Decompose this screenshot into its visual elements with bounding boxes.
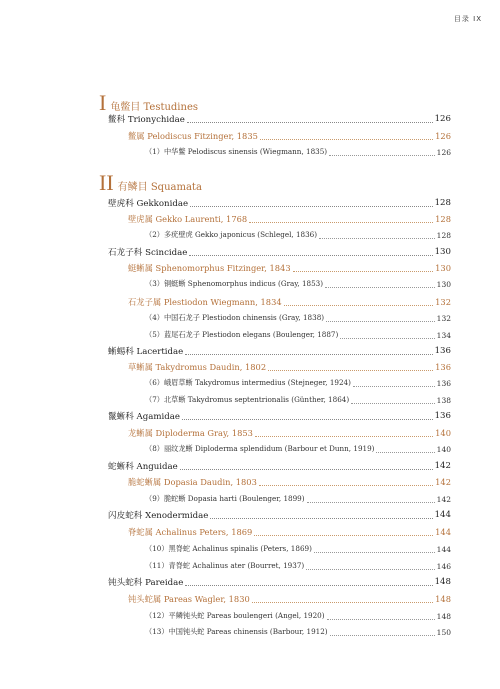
toc-entry-page: 132 xyxy=(435,297,451,307)
dot-leader xyxy=(314,552,435,553)
dot-leader xyxy=(189,255,432,256)
toc-entry-page: 136 xyxy=(435,362,451,372)
dot-leader xyxy=(259,485,433,486)
toc-entry-page: 150 xyxy=(436,627,451,637)
dot-leader xyxy=(376,452,434,453)
toc-entry-level2[interactable] xyxy=(128,129,451,143)
toc-entry-title: （11）青脊蛇 Achalinus ater (Bourret, 1937) xyxy=(145,561,305,570)
toc-entry-title: 蜥蜴科 Lacertidae xyxy=(108,347,184,357)
toc-entry-title: （4）中国石龙子 Plestiodon chinensis (Gray, 1838) xyxy=(145,313,325,322)
dot-leader xyxy=(319,238,435,239)
toc-entry-level3[interactable] xyxy=(145,442,451,456)
toc-entry-title: （6）峨眉草蜥 Takydromus intermedius (Stejneger, 1924) xyxy=(145,378,351,387)
dot-leader xyxy=(252,602,433,603)
toc-entry-level3[interactable] xyxy=(145,311,451,325)
dot-leader xyxy=(340,338,434,339)
toc-entry-page: 128 xyxy=(434,198,451,208)
section-title: 龟鳖目 Testudines xyxy=(110,102,198,113)
toc-entry-level3[interactable] xyxy=(145,328,451,342)
toc-entry-title: （12）平鳞钝头蛇 Pareas boulengeri (Angel, 1920) xyxy=(145,611,325,620)
dot-leader xyxy=(260,139,433,140)
dot-leader xyxy=(255,436,433,437)
dot-leader xyxy=(182,419,433,420)
dot-leader xyxy=(190,206,433,207)
toc-entry-page: 128 xyxy=(436,230,451,240)
toc-entry-title: （9）脆蛇蜥 Dopasia harti (Boulenger, 1899) xyxy=(145,494,305,503)
toc-entry-title: （5）蓝尾石龙子 Plestiodon elegans (Boulenger, 1887) xyxy=(145,330,339,339)
toc-entry-level3[interactable] xyxy=(145,393,451,407)
toc-entry-title: 鳖属 Pelodiscus Fitzinger, 1835 xyxy=(128,131,258,141)
toc-entry-title: 鳖科 Trionychidae xyxy=(108,115,185,125)
toc-entry-level2[interactable] xyxy=(128,261,451,275)
toc-entry-page: 144 xyxy=(436,544,451,554)
dot-leader xyxy=(327,619,435,620)
toc-entry-title: 草蜥属 Takydromus Daudin, 1802 xyxy=(128,362,267,372)
toc-entry-page: 148 xyxy=(436,611,451,621)
dot-leader xyxy=(254,535,433,536)
toc-entry-level3[interactable] xyxy=(145,277,451,291)
dot-leader xyxy=(351,403,435,404)
page-header: 目录 IX xyxy=(453,15,482,23)
toc-entry-title: （3）铜蜓蜥 Sphenomorphus indicus (Gray, 1853) xyxy=(145,279,324,288)
dot-leader xyxy=(306,569,434,570)
toc-entry-level2[interactable] xyxy=(128,360,451,374)
toc-entry-page: 126 xyxy=(436,147,451,157)
toc-entry-level1[interactable] xyxy=(108,112,451,126)
toc-entry-page: 132 xyxy=(436,313,451,323)
dot-leader xyxy=(326,321,435,322)
toc-entry-level1[interactable] xyxy=(108,459,451,473)
toc-entry-page: 138 xyxy=(436,395,451,405)
toc-entry-title: （2）多疣壁虎 Gekko japonicus (Schlegel, 1836) xyxy=(145,230,318,239)
toc-entry-page: 134 xyxy=(436,330,451,340)
toc-entry-level1[interactable] xyxy=(108,409,451,423)
toc-entry-title: 闪皮蛇科 Xenodermidae xyxy=(108,511,209,521)
dot-leader xyxy=(353,386,435,387)
dot-leader xyxy=(210,518,432,519)
toc-entry-page: 142 xyxy=(434,461,451,471)
toc-entry-level1[interactable] xyxy=(108,196,451,210)
toc-entry-level3[interactable] xyxy=(145,228,451,242)
toc-entry-level2[interactable] xyxy=(128,426,451,440)
toc-entry-title: （13）中国钝头蛇 Pareas chinensis (Barbour, 1912) xyxy=(145,627,328,636)
toc-entry-level2[interactable] xyxy=(128,295,451,309)
toc-entry-title: 壁虎属 Gekko Laurenti, 1768 xyxy=(128,214,248,224)
toc-entry-level1[interactable] xyxy=(108,508,451,522)
toc-entry-page: 130 xyxy=(435,263,451,273)
toc-entry-title: 石龙子科 Scincidae xyxy=(108,248,188,258)
toc-entry-level3[interactable] xyxy=(145,625,451,639)
toc-entry-level1[interactable] xyxy=(108,575,451,589)
toc-entry-page: 142 xyxy=(436,494,451,504)
toc-entry-title: （7）北草蜥 Takydromus septentrionalis (Günther, 1864) xyxy=(145,395,350,404)
toc-entry-page: 144 xyxy=(435,527,451,537)
dot-leader xyxy=(293,271,434,272)
dot-leader xyxy=(329,155,435,156)
toc-entry-page: 128 xyxy=(435,214,451,224)
dot-leader xyxy=(185,354,432,355)
toc-entry-page: 136 xyxy=(434,411,451,421)
toc-entry-title: （1）中华鳖 Pelodiscus sinensis (Wiegmann, 1835) xyxy=(145,147,328,156)
dot-leader xyxy=(330,635,435,636)
dot-leader xyxy=(284,305,434,306)
toc-entry-level3[interactable] xyxy=(145,559,451,573)
toc-entry-page: 142 xyxy=(435,477,451,487)
toc-entry-level2[interactable] xyxy=(128,212,451,226)
toc-entry-title: 脆蛇蜥属 Dopasia Daudin, 1803 xyxy=(128,477,257,487)
toc-entry-level3[interactable] xyxy=(145,145,451,159)
section-numeral: II xyxy=(99,170,114,195)
toc-entry-title: 钝头蛇科 Pareidae xyxy=(108,578,184,588)
section-numeral: I xyxy=(99,90,107,115)
toc-entry-title: 钝头蛇属 Pareas Wagler, 1830 xyxy=(128,594,250,604)
dot-leader xyxy=(187,122,433,123)
section-heading-testudines xyxy=(99,92,198,114)
toc-entry-page: 148 xyxy=(434,577,451,587)
toc-entry-title: 鬣蜥科 Agamidae xyxy=(108,412,180,422)
dot-leader xyxy=(307,502,435,503)
toc-entry-page: 130 xyxy=(434,247,451,257)
toc-entry-level3[interactable] xyxy=(145,542,451,556)
dot-leader xyxy=(185,585,432,586)
toc-entry-page: 136 xyxy=(436,378,451,388)
dot-leader xyxy=(180,469,433,470)
toc-entry-level3[interactable] xyxy=(145,376,451,390)
toc-entry-level3[interactable] xyxy=(145,492,451,506)
toc-entry-level2[interactable] xyxy=(128,592,451,606)
toc-entry-level1[interactable] xyxy=(108,344,451,358)
toc-entry-level2[interactable] xyxy=(128,475,451,489)
toc-entry-title: （8）丽纹龙蜥 Diploderma splendidum (Barbour et Dunn, 1919) xyxy=(145,444,375,453)
toc-entry-page: 140 xyxy=(436,444,451,454)
section-title: 有鳞目 Squamata xyxy=(117,182,202,193)
toc-entry-page: 148 xyxy=(435,594,451,604)
toc-entry-page: 146 xyxy=(436,561,451,571)
section-heading-squamata xyxy=(99,172,202,194)
toc-entry-title: 石龙子属 Plestiodon Wiegmann, 1834 xyxy=(128,297,282,307)
toc-entry-page: 130 xyxy=(436,279,451,289)
toc-entry-title: （10）黑脊蛇 Achalinus spinalis (Peters, 1869) xyxy=(145,544,312,553)
toc-entry-page: 126 xyxy=(434,114,451,124)
toc-entry-page: 136 xyxy=(434,346,451,356)
toc-entry-level2[interactable] xyxy=(128,525,451,539)
toc-entry-page: 144 xyxy=(434,510,451,520)
toc-entry-page: 140 xyxy=(435,428,451,438)
toc-entry-level3[interactable] xyxy=(145,609,451,623)
toc-entry-title: 龙蜥属 Diploderma Gray, 1853 xyxy=(128,428,253,438)
toc-entry-level1[interactable] xyxy=(108,245,451,259)
toc-entry-page: 126 xyxy=(435,131,451,141)
dot-leader xyxy=(249,222,433,223)
dot-leader xyxy=(268,370,433,371)
dot-leader xyxy=(325,287,435,288)
toc-entry-title: 壁虎科 Gekkonidae xyxy=(108,199,189,209)
toc-entry-title: 蜓蜥属 Sphenomorphus Fitzinger, 1843 xyxy=(128,263,291,273)
toc-entry-title: 蛇蜥科 Anguidae xyxy=(108,462,178,472)
toc-entry-title: 脊蛇属 Achalinus Peters, 1869 xyxy=(128,527,253,537)
